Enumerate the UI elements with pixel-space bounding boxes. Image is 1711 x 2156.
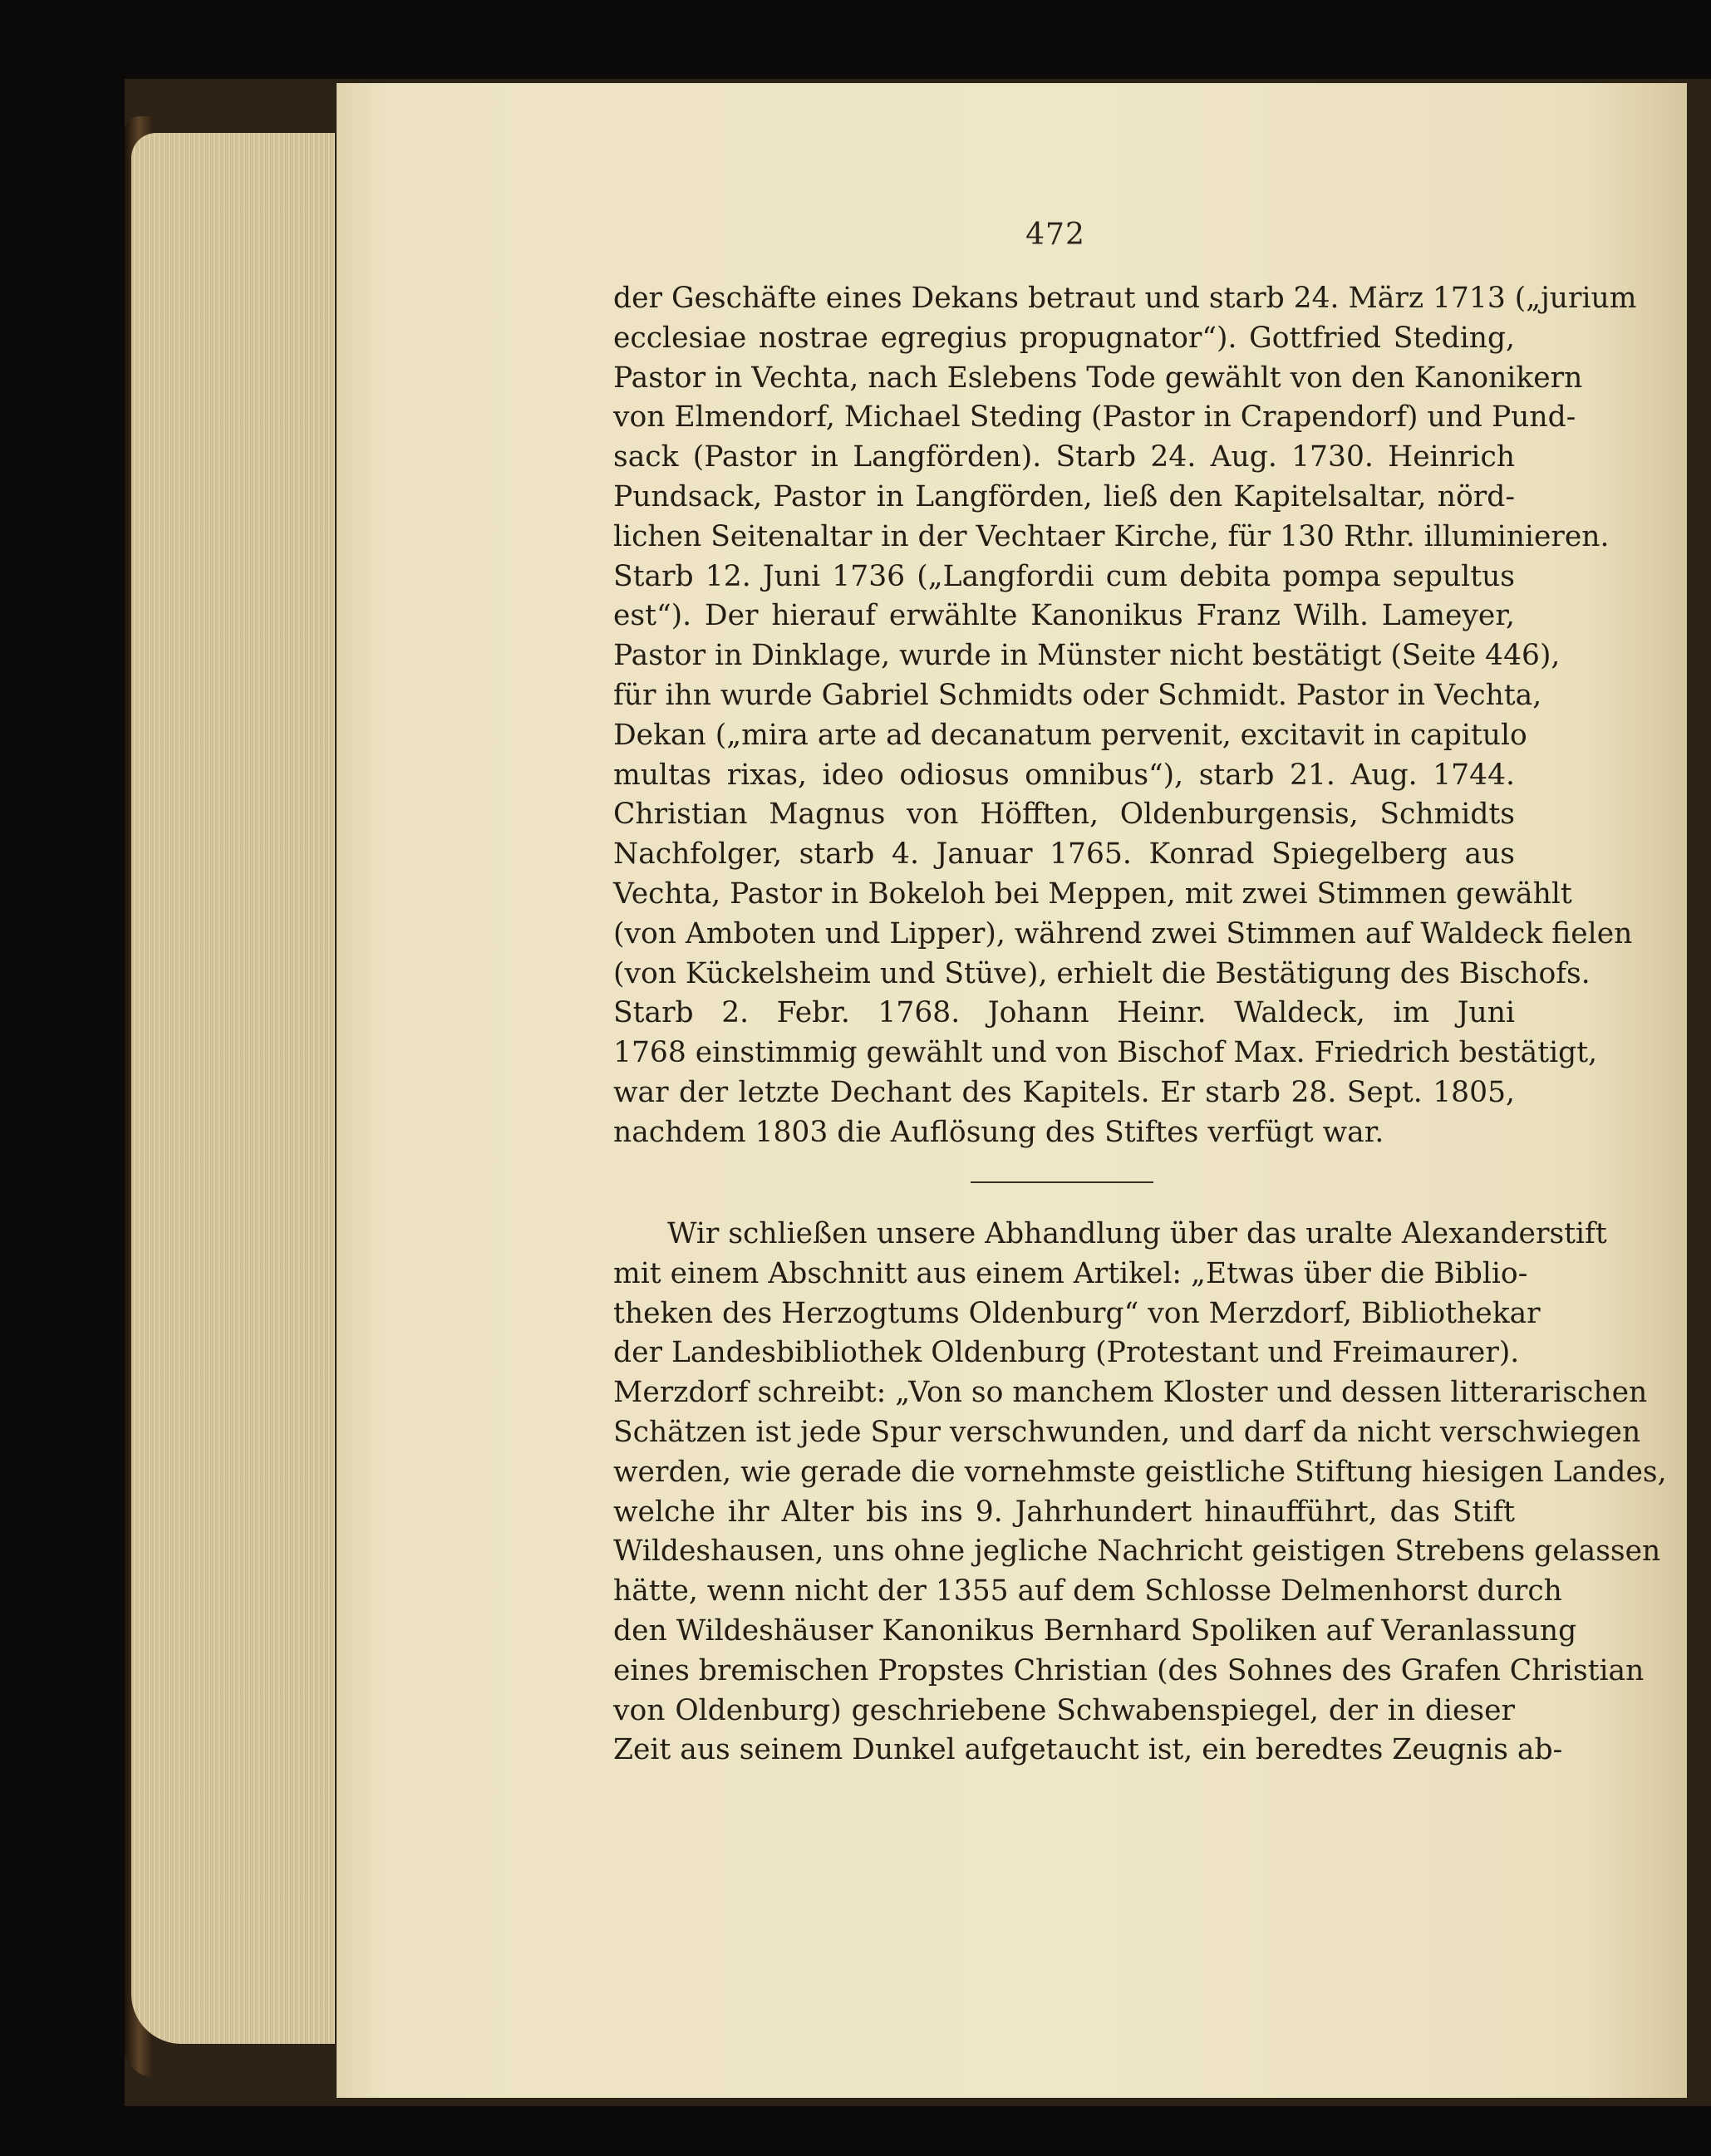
text-line: lichen Seitenaltar in der Vechtaer Kirche, für 130 Rthr. illuminieren. (613, 519, 1610, 553)
text-line: Schätzen ist jede Spur verschwunden, und darf da nicht verschwiegen (613, 1415, 1641, 1449)
text-line: Nachfolger, starb 4. Januar 1765. Konrad Spiegelberg aus (613, 837, 1515, 872)
text-line: der Geschäfte eines Dekans betraut und starb 24. März 1713 („jurium (613, 282, 1637, 315)
text-line: Dekan („mira arte ad decanatum pervenit, excitavit in capitulo (613, 718, 1527, 752)
text-line: den Wildeshäuser Kanonikus Bernhard Spoliken auf Veranlassung (613, 1613, 1577, 1648)
text-line: war der letzte Dechant des Kapitels. Er starb 28. Sept. 1805, (613, 1075, 1515, 1109)
text-line: Pastor in Dinklage, wurde in Münster nicht bestätigt (Seite 446), (613, 639, 1561, 673)
section-separator (971, 1181, 1153, 1183)
text-line: mit einem Abschnitt aus einem Artikel: „Etwas über die Biblio- (613, 1256, 1528, 1290)
text-line: von Elmendorf, Michael Steding (Pastor in Crapendorf) und Pund- (613, 400, 1576, 435)
text-line: Starb 12. Juni 1736 („Langfordii cum debita pompa sepultus (613, 559, 1515, 593)
text-line: est“). Der hierauf erwählte Kanonikus Franz Wilh. Lameyer, (613, 599, 1515, 633)
text-line: multas rixas, ideo odiosus omnibus“), starb 21. Aug. 1744. (613, 758, 1515, 792)
text-line: nachdem 1803 die Auflösung des Stiftes verfügt war. (613, 1115, 1384, 1149)
text-line: Pundsack, Pastor in Langförden, ließ den Kapitelsaltar, nörd- (613, 479, 1515, 513)
text-line: eines bremischen Propstes Christian (des Sohnes des Grafen Christian (613, 1653, 1645, 1687)
text-line: von Oldenburg) geschriebene Schwabenspiegel, der in dieser (613, 1693, 1515, 1727)
text-line: Wir schließen unsere Abhandlung über das uralte Alexanderstift (667, 1217, 1607, 1250)
text-line: Merzdorf schreibt: „Von so manchem Kloster und dessen litterarischen (613, 1376, 1648, 1410)
text-line: werden, wie gerade die vornehmste geistliche Stiftung hiesigen Landes, (613, 1455, 1667, 1489)
text-line: Pastor in Vechta, nach Eslebens Tode gewählt von den Kanonikern (613, 361, 1583, 395)
text-line: Christian Magnus von Höfften, Oldenburgensis, Schmidts (613, 798, 1515, 832)
text-line: Zeit aus seinem Dunkel aufgetaucht ist, ein beredtes Zeugnis ab- (613, 1733, 1563, 1767)
page-stack-edge (131, 133, 335, 2044)
text-line: theken des Herzogtums Oldenburg“ von Merzdorf, Bibliothekar (613, 1296, 1541, 1330)
text-line: Vechta, Pastor in Bokeloh bei Meppen, mit zwei Stimmen gewählt (613, 877, 1572, 911)
paragraph-2 (613, 1215, 1667, 1770)
text-line: Starb 2. Febr. 1768. Johann Heinr. Waldeck, im Juni (613, 996, 1515, 1030)
text-line: ecclesiae nostrae egregius propugnator“). Gottfried Steding, (613, 321, 1515, 355)
text-line: hätte, wenn nicht der 1355 auf dem Schlosse Delmenhorst durch (613, 1574, 1562, 1608)
text-line: sack (Pastor in Langförden). Starb 24. Aug. 1730. Heinrich (613, 440, 1515, 474)
paragraph-1 (613, 279, 1637, 1153)
page-number: 472 (1025, 218, 1085, 252)
text-line: für ihn wurde Gabriel Schmidts oder Schmidt. Pastor in Vechta, (613, 678, 1542, 712)
text-line: (von Kückelsheim und Stüve), erhielt die Bestätigung des Bischofs. (613, 956, 1591, 990)
text-line: 1768 einstimmig gewählt und von Bischof Max. Friedrich bestätigt, (613, 1036, 1598, 1070)
text-line: der Landesbibliothek Oldenburg (Protestant und Freimaurer). (613, 1336, 1520, 1370)
text-line: Wildeshausen, uns ohne jegliche Nachricht geistigen Strebens gelassen (613, 1535, 1661, 1569)
text-line: (von Amboten und Lipper), während zwei Stimmen auf Waldeck fielen (613, 916, 1633, 950)
text-line: welche ihr Alter bis ins 9. Jahrhundert hinaufführt, das Stift (613, 1495, 1515, 1529)
